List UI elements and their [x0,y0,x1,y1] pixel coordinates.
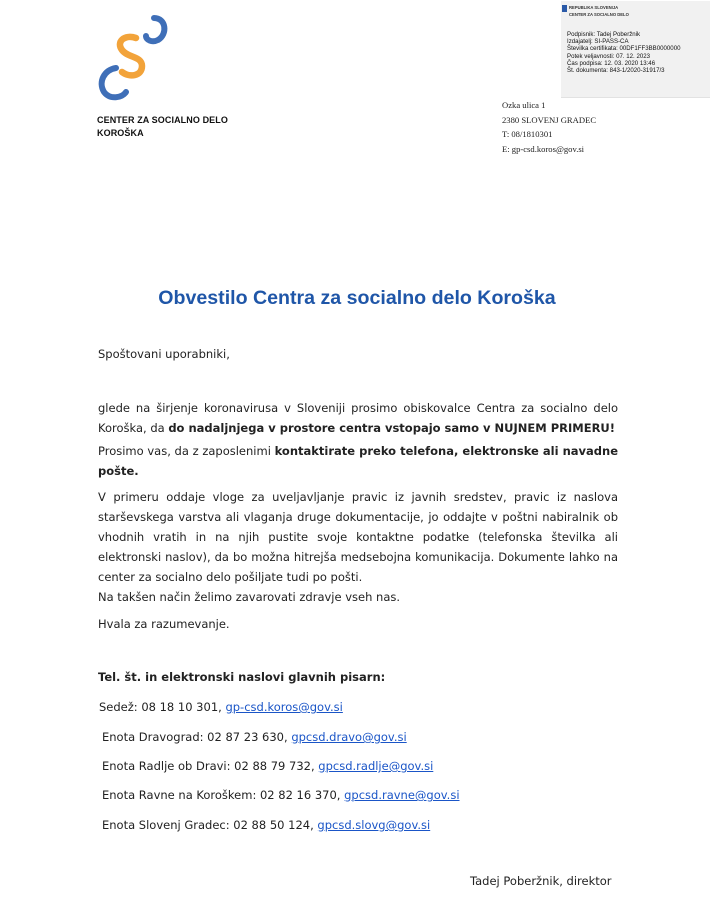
contacts-heading: Tel. št. in elektronski naslovi glavnih pisarn: [98,670,386,684]
contact-email-link[interactable]: gpcsd.radlje@gov.si [318,759,434,773]
stamp-line: Št. dokumenta: 843-1/2020-31917/3 [567,67,665,74]
stamp-line: Številka certifikata: 00DF1FF3BB0000000 [567,45,681,52]
digital-signature-stamp [561,1,710,98]
address-street: Ozka ulica 1 [502,100,546,110]
paragraph-2 [98,441,618,481]
paragraph-2-bold: kontaktirate preko telefona, elektronske ali navadne pošte. [98,444,618,478]
contact-email-link[interactable]: gpcsd.slovg@gov.si [317,818,431,832]
signature: Tadej Poberžnik, direktor [470,874,612,888]
address-city: 2380 SLOVENJ GRADEC [502,114,597,125]
address-block [502,98,596,156]
contact-email-link[interactable]: gp-csd.koros@gov.si [225,700,343,714]
stamp-header-2: CENTER ZA SOCIALNO DELO [569,12,629,17]
paragraph-1-bold: do nadaljnjega v prostore centra vstopajo samo v NUJNEM PRIMERU! [168,421,616,435]
address-email: E: gp-csd.koros@gov.si [502,143,585,154]
csd-logo [96,12,168,102]
paragraph-4: Na takšen način želimo zavarovati zdravje vseh nas. [98,590,401,604]
stamp-line: Čas podpisa: 12. 03. 2020 13:46 [567,60,656,67]
paragraph-5: Hvala za razumevanje. [98,617,230,631]
contact-row [102,730,407,744]
paragraph-1-text: glede na širjenje koronavirusa v Sloveniji prosimo obiskovalce Centra za socialno delo Koroška, da [98,401,618,435]
org-name-line1: CENTER ZA SOCIALNO DELO [97,115,228,125]
page-title: Obvestilo Centra za socialno delo Koroška [158,287,556,309]
stamp-header-1: REPUBLIKA SLOVENIJA [569,5,619,10]
contact-row [102,818,430,832]
contact-email-link[interactable]: gpcsd.dravo@gov.si [291,730,407,744]
greeting: Spoštovani uporabniki, [98,347,230,361]
contact-label: Sedež: 08 18 10 301, [99,700,226,714]
address-phone: T: 08/1810301 [502,129,553,139]
paragraph-2-text: Prosimo vas, da z zaposlenimi [98,444,275,458]
paragraph-1 [98,398,618,438]
contact-label: Enota Slovenj Gradec: 02 88 50 124, [102,818,318,832]
contact-row [102,759,433,773]
stamp-line: Podpisnik: Tadej Poberžnik [567,31,641,38]
contact-label: Enota Dravograd: 02 87 23 630, [102,730,292,744]
contact-row [102,788,460,802]
contact-label: Enota Ravne na Koroškem: 02 82 16 370, [102,788,345,802]
org-name-line2: KOROŠKA [97,128,144,138]
contact-email-link[interactable]: gpcsd.ravne@gov.si [344,788,460,802]
stamp-line: Potek veljavnosti: 07. 12. 2023 [567,53,650,60]
paragraph-3: V primeru oddaje vloge za uveljavljanje pravic iz javnih sredstev, pravic iz naslova starševskega varstva ali vlaganja druge dokumentacije, jo oddajte v poštni nabiralnik ob vhodnih vratih in na njih pustite svoje kontaktne podatke (telefonska številka ali elektronski naslov), da bo možna hitrejša medsebojna komunikacija. Dokumente lahko na center za socialno delo pošiljate tudi po pošti. [98,490,618,584]
coat-of-arms-icon [562,5,567,12]
contact-row [99,700,343,714]
contact-label: Enota Radlje ob Dravi: 02 88 79 732, [102,759,319,773]
stamp-line: Izdajatelj: SI-PASS-CA [567,38,629,45]
